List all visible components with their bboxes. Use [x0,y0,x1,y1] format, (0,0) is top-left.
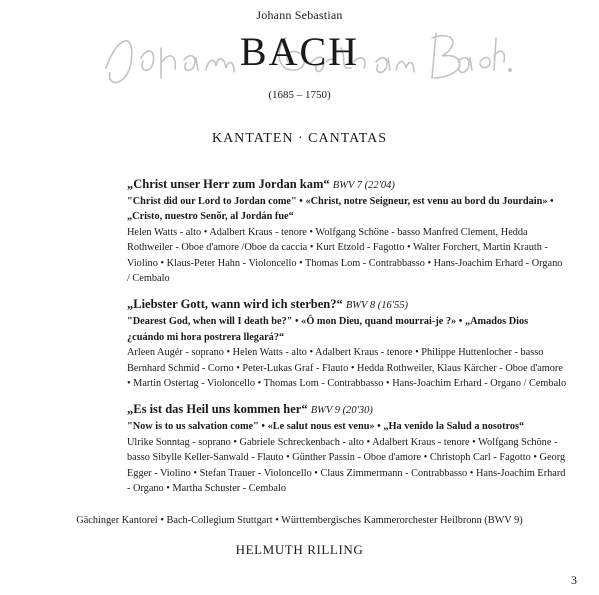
work-title: „Es ist das Heil uns kommen her“ [127,402,308,417]
work-bwv-7 [127,176,567,286]
work-translations: "Christ did our Lord to Jordan come" • «Christ, notre Seigneur, est venu au bord du Jourdain» • „Cristo, nuestro Senõr, al Jordán fue“ [127,196,554,223]
work-bwv: BWV 9 (20'30) [310,405,373,417]
composer-dates: (1685 – 1750) [268,89,331,101]
work-credits: Ulrike Sonntag - soprano • Gabriele Schreckenbach - alto • Adalbert Kraus - tenore • Wolfgang Schöne - basso Sibylle Keller-Sanwald - Flauto • Günther Passin - Oboe d'amore • Christoph Carl - Fagotto • Georg Egger - Violino • Stefan Trauer - Violoncello • Claus Zimmermann - Contrabbasso • Hans-Joachim Erhard - Organo • Martha Schuster - Cembalo [127,436,566,495]
work-translations: "Dearest God, when will I death be?" • «Ô mon Dieu, quand mourrai-je ?» • „Amados Dios ¿cuándo mi hora postrera llegará?“ [127,316,529,343]
performers-line: Gächinger Kantorei • Bach-Collegium Stuttgart • Württembergisches Kammerorchester Heilbronn (BWV 9) [76,515,523,526]
work-bwv: BWV 7 (22'04) [332,180,395,191]
work-bwv-8 [127,296,567,391]
composer-first-name: Johann Sebastian [256,8,343,22]
page-number: 3 [571,573,577,587]
work-credits: Arleen Augér - soprano • Helen Watts - alto • Adalbert Kraus - tenore • Philippe Huttenlocher - basso Bernhard Schmid - Corno • Peter-Lukas Graf - Flauto • Hedda Rothweiler, Klaus Kärcher - Oboe d'amore • Martin Ostertag - Violoncello • Thomas Lom - Contrabbasso • Hans-Joachim Erhard - Organo / Cembalo [127,347,567,390]
section-heading: KANTATEN · CANTATAS [211,131,388,146]
work-bwv-9 [127,401,567,496]
composer-last-name: BACH [239,29,360,74]
work-translations: "Now is to us salvation come" • «Le salut nous est venu» • „Ha venido la Salud a nosotros“ [127,421,525,433]
works-list [127,176,567,507]
work-bwv: BWV 8 (16'55) [345,300,408,312]
work-credits: Helen Watts - alto • Adalbert Kraus - tenore • Wolfgang Schöne - basso Manfred Clement, Hedda Rothweiler - Oboe d'amore /Oboe da caccia • Kurt Etzold - Fagotto • Walter Forchert, Martin Krauth - Violino • Klaus-Peter Hahn - Violoncello • Thomas Lom - Contrabbasso • Hans-Joachim Erhard - Organo / Cembalo [127,226,563,285]
work-title: „Liebster Gott, wann wird ich sterben?“ [127,297,343,312]
conductor-name: HELMUTH RILLING [235,542,364,557]
work-title: „Christ unser Herr zum Jordan kam“ [127,177,330,191]
